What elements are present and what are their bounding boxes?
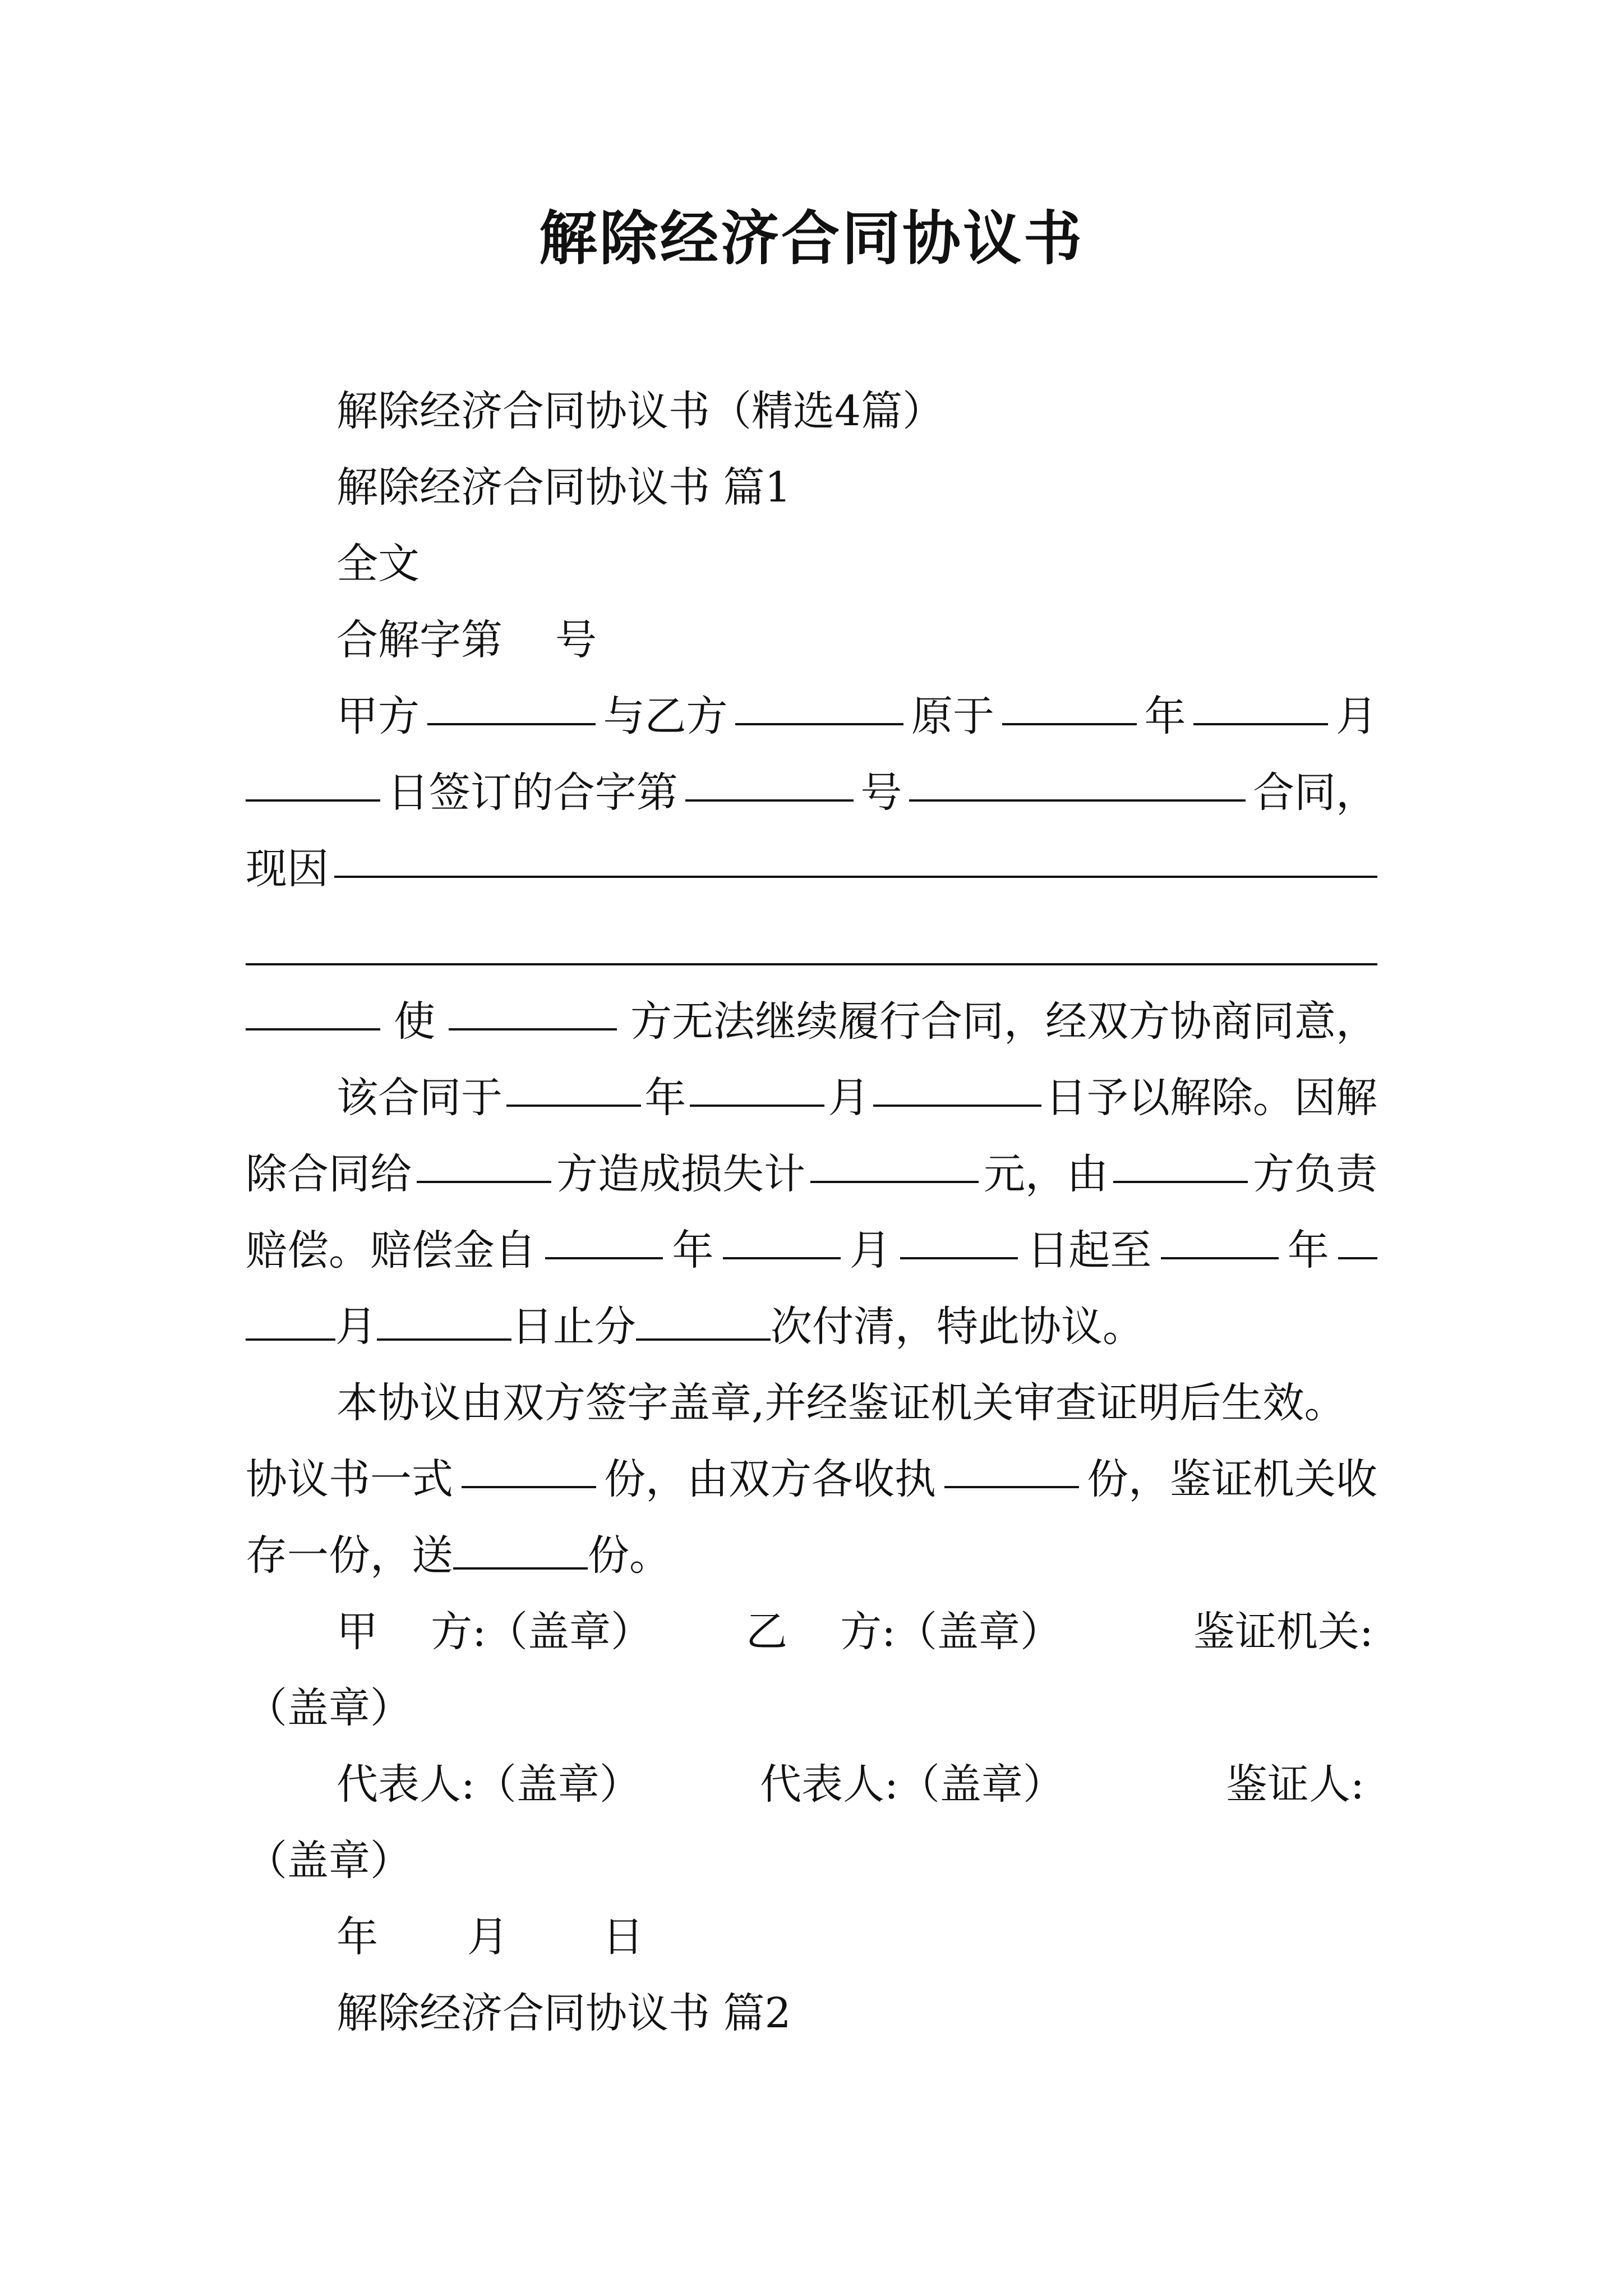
blank-field [545,1222,663,1259]
blank-field [900,1222,1018,1259]
fulltext-label: 全文 [336,540,419,588]
party-b-signature: 乙 方:（盖章） [746,1608,1062,1656]
text: 现因 [246,845,329,893]
text: 除合同给 [246,1150,412,1198]
seal-label: （盖章） [246,1684,412,1732]
blank-field [1193,688,1328,725]
blank-field [944,1451,1079,1488]
text: 使 [394,997,435,1046]
paragraph-line [336,688,1377,744]
blank-field [427,688,596,725]
text: 日签订的合字第 [387,769,678,817]
date-day: 日 [602,1913,644,1961]
text: 日予以解除。因解 [1045,1074,1377,1122]
blank-field [246,993,380,1030]
text: 原于 [911,692,994,740]
blank-field [246,765,380,802]
section-heading-1: 解除经济合同协议书 篇1 [336,463,791,512]
text: 月 [335,1303,377,1351]
section-heading-2: 解除经济合同协议书 篇2 [336,1989,791,2037]
blank-field [1002,688,1137,725]
blank-field [909,765,1246,802]
text: 年 [672,1226,714,1274]
text: 方无法继续履行合同，经双方协商同意， [630,997,1377,1046]
text: 份，由双方各收执 [604,1455,936,1503]
text: 年 [644,1074,686,1122]
text: 月 [1336,692,1377,740]
text: 年 [1287,1226,1329,1274]
paragraph-line [246,1222,1377,1278]
paragraph-line [246,1451,1377,1507]
text: 存一份，送 [246,1531,453,1580]
blank-field [810,1146,979,1183]
text: 次付清，特此协议。 [771,1303,1144,1351]
contract-number: 合解字第 号 [336,616,597,664]
representative-b: 代表人:（盖章） [760,1760,1064,1809]
blank-field [377,1304,511,1341]
text: 月 [828,1074,870,1122]
text: 该合同于 [336,1074,502,1122]
blank-field [1113,1146,1248,1183]
blank-field [690,1070,824,1107]
text: 份，鉴证机关收 [1087,1455,1377,1503]
text: 日止分 [511,1303,636,1351]
text: 赔偿。赔偿金自 [246,1226,536,1274]
blank-field [1338,1222,1377,1259]
blank-field [449,993,617,1030]
text: 日起至 [1027,1226,1152,1274]
date-month: 月 [467,1913,509,1961]
paragraph-line [246,993,1377,1050]
blank-field [735,688,903,725]
notary-signature: 鉴证人: [1226,1760,1364,1809]
paragraph-line: 本协议由双方签字盖章,并经鉴证机关审查证明后生效。 [336,1379,1346,1427]
text: 合同， [1252,769,1377,817]
seal-label: （盖章） [246,1837,412,1885]
blank-field [723,1222,841,1259]
text: 方负责 [1253,1150,1377,1198]
representative-a: 代表人:（盖章） [336,1760,641,1809]
text: 方造成损失计 [556,1150,805,1198]
text: 甲方 [336,692,419,740]
paragraph-line [246,841,1377,897]
text: 协议书一式 [246,1455,453,1503]
blank-field [506,1070,641,1107]
blank-field [685,765,854,802]
party-a-signature: 甲 方:（盖章） [336,1608,653,1656]
text: 号 [860,769,902,817]
blank-field [334,841,1377,878]
blank-field [873,1070,1041,1107]
document-title: 解除经济合同协议书 [538,204,1084,273]
text: 年 [1144,692,1186,740]
paragraph-line [336,1070,1377,1126]
authority-signature: 鉴证机关: [1193,1608,1373,1656]
text: 份。 [588,1531,671,1580]
date-year: 年 [336,1913,378,1961]
subtitle: 解除经济合同协议书（精选4篇） [336,387,944,435]
text: 月 [849,1226,891,1274]
paragraph-line [246,765,1377,821]
blank-field [1161,1222,1279,1259]
text: 与乙方 [603,692,728,740]
paragraph-line [246,1146,1377,1202]
blank-field [246,928,1377,965]
blank-field [417,1146,551,1183]
text: 元，由 [984,1150,1108,1198]
blank-field [462,1451,596,1488]
paragraph-line [246,917,1377,973]
blank-field [246,1304,335,1341]
paragraph-line [246,1299,1144,1355]
blank-field [636,1304,771,1341]
blank-field [453,1533,588,1570]
paragraph-line [246,1527,671,1584]
